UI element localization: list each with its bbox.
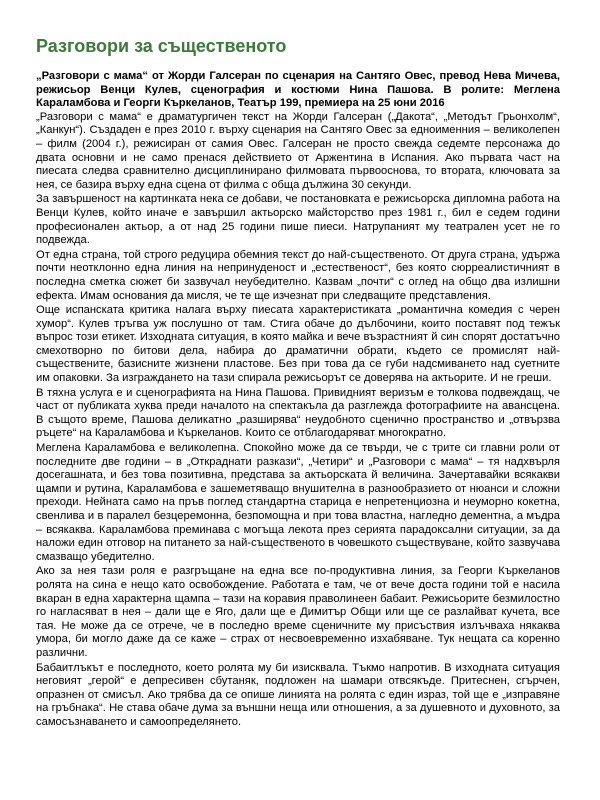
article-lead: „Разговори с мама“ от Жорди Галсеран по сценария на Сантяго Овес, превод Нева Мичева, режисьор Венци Кулев, сценография и костюми Нина Пашова. В ролите: Меглена Караламбова и Георги Къркеланов, Театър 199, премиера на 25 юни 2016 xyxy=(36,70,560,110)
article-title: Разговори за същественото xyxy=(36,36,287,56)
article-paragraph: Ако за нея тази роля е разгръщане на една все по-продуктивна линия, за Георги Къркеланов ролята на сина е нещо като освобождение. Работата е там, че от вече доста години той е насила вкаран в една характерна щампа – тази на коравия праволинеен бабаит. Режисьорите безмилостно го нагласяват в нея – дали ще е Яго, дали ще е Димитър Общи или ще се разлайват кучета, все тая. Не може да се отрече, че в последно време сценичните му присъствия излъчваха някаква умора, би могло даже да се каже – страх от несвоевременно изхабяване. Тук нещата са коренно различни. xyxy=(36,565,560,659)
article-paragraph: Бабаитлъкът е последното, което ролята му би изисквала. Тъкмо напротив. В изходната ситуация неговият „герой“ е депресивен сбутаняк, подложен на шамари отвсякъде. Притеснен, сгърчен, опразнен от смисъл. Ако трябва да се опише линията на ролята с един израз, той ще е „изправяне на гръбнака“. Не става обаче дума за външни неща или отношения, а за душевното и духовното, за самосъзнаването и самоопределянето. xyxy=(36,661,560,728)
article-paragraph: Още испанската критика налага върху пиесата характеристиката „романтична комедия с черен хумор“. Кулев тръгва уж послушно от там. Стига обаче до дълбочини, които поставят под тежък въпрос този етикет. Изходната ситуация, в която майка и вече възрастният й син спорят достатъчно смехотворно по битови дела, набира до драматични обрати, където се промислят най-съществените, базисните жизнени пластове. Без при това да се губи надсмиването над суетните им опаковки. За изграждането на тази спирала режисьорът се доверява на актьорите. И не греши. xyxy=(36,304,560,385)
article-paragraph: За завършеност на картинката нека се добави, че постановката е режисьорска дипломна работа на Венци Кулев, който иначе е завършил актьорско майсторство през 1981 г., бил е седем години професионален актьор, а от над 25 години пише пиеси. Натрупаният му театрален усет не го подвежда. xyxy=(36,193,560,247)
article-paragraph: От една страна, той строго редуцира обемния текст до най-същественото. От друга страна, удържа почти неотклонно една линия на непринуденост и „естественост“, без която сюрреалистичният в последна сметка сюжет би зазвучал неубедително. Казвам „почти“ с оглед на общо два излишни ефекта. Имам основания да мисля, че те ще изчезнат при следващите представления. xyxy=(36,248,560,302)
article-paragraph: „Разговори с мама“ е драматургичен текст на Жорди Галсеран („Дакота“, „Методът Грьонхолм“, „Канкун“). Създаден е през 2010 г. върху сценария на Сантяго Овес за едноименния – великолепен – филм (2004 г.), режисиран от самия Овес. Галсеран не просто свежда седемте персонажа до двата основни и не само пренася действието от Аржентина в Испания. Ако първата част на пиесата следва сравнително дисциплинирано филмовата първооснова, то втората, ключовата за нея, се базира върху една сцена от филма с обща дължина 30 секунди. xyxy=(36,110,560,191)
article-paragraph: Меглена Караламбова е великолепна. Спокойно може да се твърди, че с трите си главни роли от последните две години – в „Откраднати разкази“, „Четири“ и „Разговори с мама“ – тя надхвърля досегашната, и без това позитивна, представа за актьорската й величина. Зачертавайки всякакви щампи и рутина, Караламбова е зашеметяващо внушителна в разнообразието от нюанси и сложни преходи. Нейната само на пръв поглед стандартна старица е непретенциозна и неуморно кокетна, свенлива и в паралел безцеремонна, безпомощна и при това властна, нагледно дементна, а мъдра – всякаква. Караламбова преминава с могъща лекота през серията парадоксални ситуации, за да наложи един отговор на питането за най-същественото в човешкото съществуване, който зазвучава смазващо убедително. xyxy=(36,442,560,563)
article-paragraph: В тяхна услуга е и сценографията на Нина Пашова. Привидният веризъм е толкова подвеждащ, че част от публиката хуква преди началото на спектакъла да разглежда фотографиите на авансцена. В същото време, Пашова деликатно „разширява“ неудобното сценично пространство и „отвързва ръцете“ на Караламбова и Къркеланов. Които се отблагодаряват многократно. xyxy=(36,386,560,440)
